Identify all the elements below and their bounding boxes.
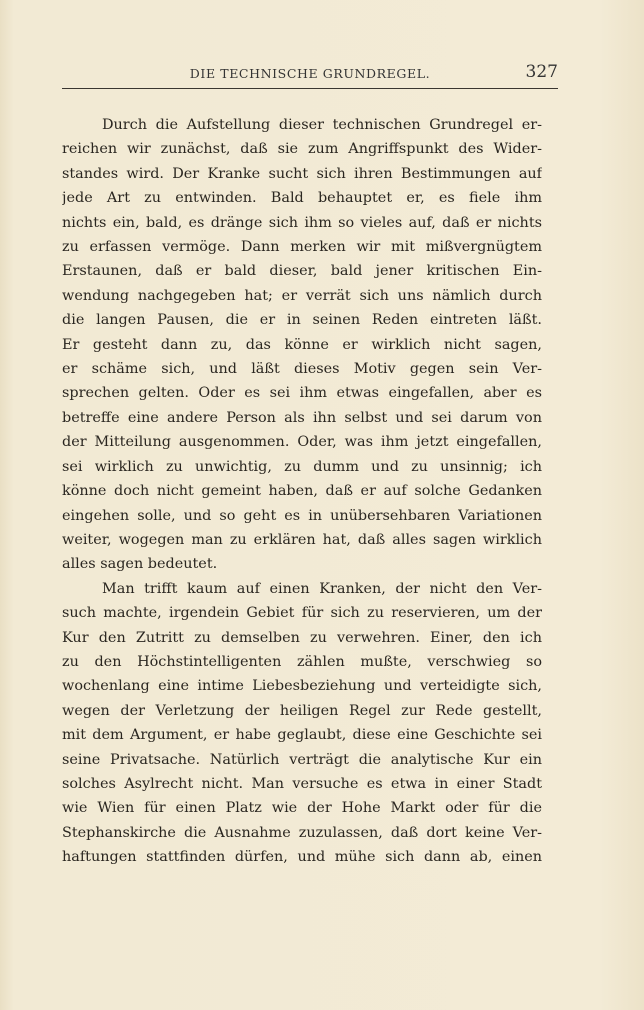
text-line: wie Wien für einen Platz wie der Hohe Markt oder für die <box>62 800 542 817</box>
paragraph-2 <box>62 577 542 870</box>
text-line: sprechen gelten. Oder es sei ihm etwas eingefallen, aber es <box>62 385 542 402</box>
text-line: Man trifft kaum auf einen Kranken, der nicht den Ver- <box>102 580 542 597</box>
text-line: sei wirklich zu unwichtig, zu dumm und zu unsinnig; ich <box>62 458 542 475</box>
paragraph-1 <box>62 113 542 577</box>
text-line: eingehen solle, und so geht es in unübersehbaren Variationen <box>62 507 542 524</box>
running-title: DIE TECHNISCHE GRUNDREGEL. <box>189 66 431 81</box>
text-line: Erstaunen, daß er bald dieser, bald jener kritischen Ein- <box>62 263 542 280</box>
text-line: Durch die Aufstellung dieser technischen Grundregel er- <box>102 117 542 133</box>
text-line: könne doch nicht gemeint haben, daß er auf solche Gedanken <box>62 483 542 500</box>
text-line: reichen wir zunächst, daß sie zum Angriffspunkt des Wider- <box>62 141 542 158</box>
text-line: weiter, wogegen man zu erklären hat, daß alles sagen wirklich <box>62 531 542 548</box>
text-line: betreffe eine andere Person als ihn selbst und sei darum von <box>62 409 542 426</box>
page-number: 327 <box>525 62 558 82</box>
text-line: er schäme sich, und läßt dieses Motiv gegen sein Ver- <box>62 361 542 378</box>
text-line: nichts ein, bald, es dränge sich ihm so vieles auf, daß er nichts <box>62 214 542 231</box>
text-line: zu den Höchstintelligenten zählen mußte, verschwieg so <box>62 653 542 670</box>
text-line: standes wird. Der Kranke sucht sich ihren Bestimmungen auf <box>62 165 542 182</box>
text-line: jede Art zu entwinden. Bald behauptet er, es fiele ihm <box>62 190 542 207</box>
text-line: Stephanskirche die Ausnahme zuzulassen, daß dort keine Ver- <box>62 824 542 841</box>
text-line: seine Privatsache. Natürlich verträgt die analytische Kur ein <box>62 751 542 768</box>
text-line: wegen der Verletzung der heiligen Regel zur Rede gestellt, <box>62 702 542 719</box>
text-line: Er gesteht dann zu, das könne er wirklich nicht sagen, <box>62 336 542 353</box>
text-line: wendung nachgegeben hat; er verrät sich uns nämlich durch <box>62 287 542 304</box>
text-line: die langen Pausen, die er in seinen Reden eintreten läßt. <box>62 312 542 329</box>
text-line: mit dem Argument, er habe geglaubt, diese eine Geschichte sei <box>62 727 542 744</box>
header-rule <box>62 88 558 89</box>
text-line: alles sagen bedeutet. <box>62 556 218 573</box>
body-text <box>62 113 542 870</box>
text-line: wochenlang eine intime Liebesbeziehung und verteidigte sich, <box>62 678 542 695</box>
text-line: haftungen stattfinden dürfen, und mühe sich dann ab, einen <box>62 849 542 866</box>
text-line: der Mitteilung ausgenommen. Oder, was ihm jetzt eingefallen, <box>62 434 542 451</box>
text-line: solches Asylrecht nicht. Man versuche es etwa in einer Stadt <box>62 775 542 792</box>
text-line: such machte, irgendein Gebiet für sich zu reservieren, um der <box>62 605 542 622</box>
text-line: Kur den Zutritt zu demselben zu verwehren. Einer, den ich <box>62 629 542 646</box>
page-header <box>62 62 558 92</box>
text-line: zu erfassen vermöge. Dann merken wir mit mißvergnügtem <box>62 239 542 256</box>
